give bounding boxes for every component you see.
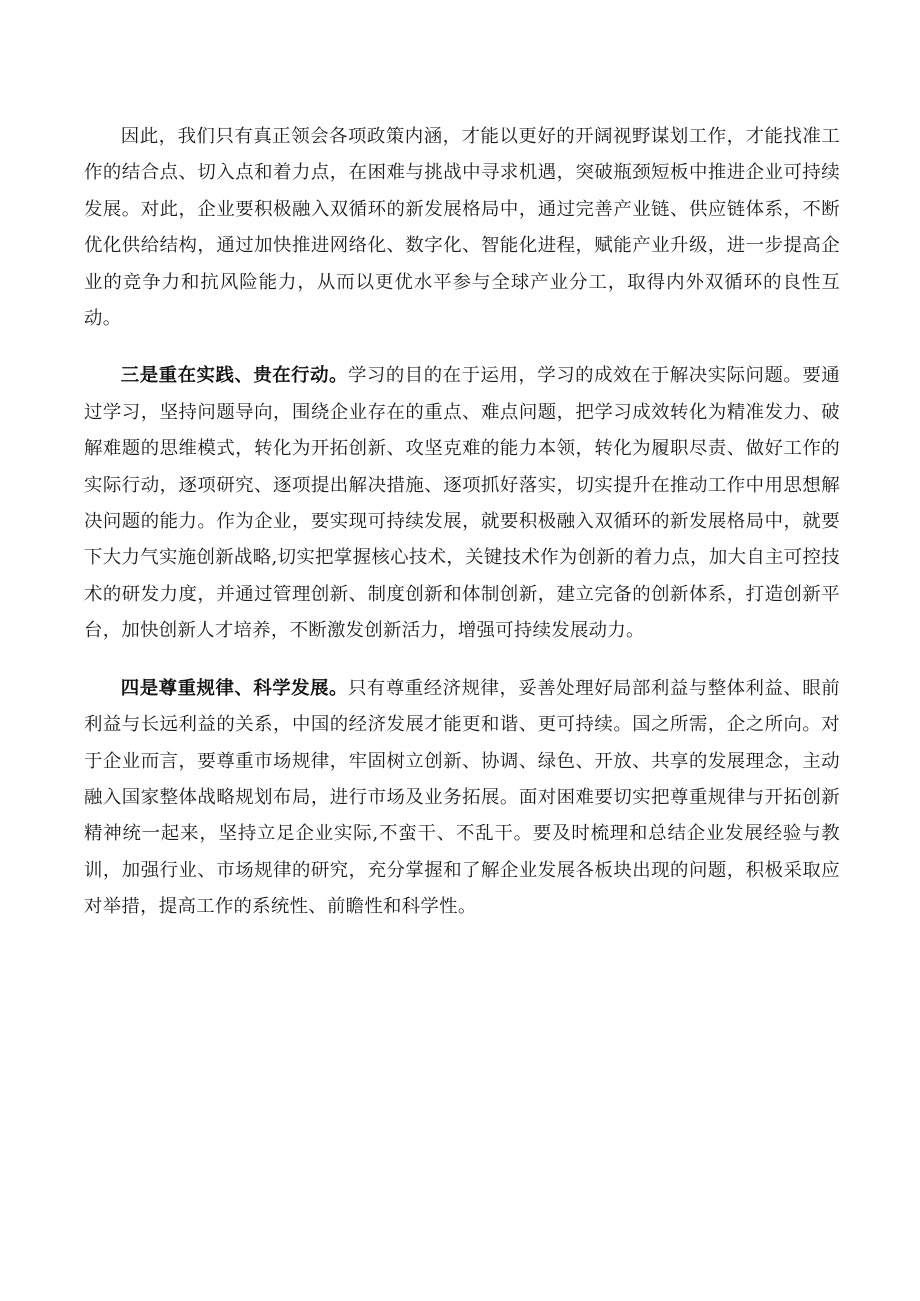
paragraph-body: 因此，我们只有真正领会各项政策内涵，才能以更好的开阔视野谋划工作，才能找准工作的结合点、切入点和着力点，在困难与挑战中寻求机遇，突破瓶颈短板中推进企业可持续发展。对此，企业要积极融入双循环的新发展格局中，通过完善产业链、供应链体系，不断优化供给结构，通过加快推进网络化、数字化、智能化进程，赋能产业升级，进一步提高企业的竞争力和抗风险能力，从而以更优水平参与全球产业分工，取得内外双循环的良性互动。 xyxy=(84,126,840,330)
paragraph-body: 学习的目的在于运用，学习的成效在于解决实际问题。要通过学习，坚持问题导向，围绕企业存在的重点、难点问题，把学习成效转化为精准发力、破解难题的思维模式，转化为开拓创新、攻坚克难的能力本领，转化为履职尽责、做好工作的实际行动，逐项研究、逐项提出解决措施、逐项抓好落实，切实提升在推动工作中用思想解决问题的能力。作为企业，要实现可持续发展，就要积极融入双循环的新发展格局中，就要下大力气实施创新战略,切实把掌握核心技术，关键技术作为创新的着力点，加大自主可控技术的研发力度，并通过管理创新、制度创新和体制创新，建立完备的创新体系，打造创新平台，加快创新人才培养，不断激发创新活力，增强可持续发展动力。 xyxy=(84,365,840,642)
paragraph-respect-laws xyxy=(84,671,840,926)
paragraph-policy-connotation xyxy=(84,119,840,337)
paragraph-lead: 四是尊重规律、科学发展。 xyxy=(120,677,348,699)
paragraph-body: 只有尊重经济规律，妥善处理好局部利益与整体利益、眼前利益与长远利益的关系，中国的经济发展才能更和谐、更可持续。国之所需，企之所向。对于企业而言，要尊重市场规律，牢固树立创新、协调、绿色、开放、共享的发展理念，主动融入国家整体战略规划布局，进行市场及业务拓展。面对困难要切实把尊重规律与开拓创新精神统一起来，坚持立足企业实际,不蛮干、不乱干。要及时梳理和总结企业发展经验与教训，加强行业、市场规律的研究，充分掌握和了解企业发展各板块出现的问题，积极采取应对举措，提高工作的系统性、前瞻性和科学性。 xyxy=(84,677,840,918)
paragraph-practice-action xyxy=(84,358,840,649)
paragraph-lead: 三是重在实践、贵在行动。 xyxy=(120,365,348,387)
